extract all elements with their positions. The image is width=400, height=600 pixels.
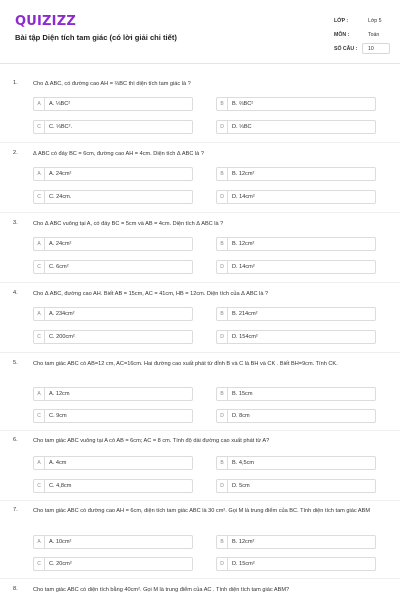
- option-text: D. 15cm²: [232, 561, 255, 567]
- question-text: Cho tam giác ABC vuông tại A có AB = 6cm; AC = 8 cm. Tính độ dài đường cao xuất phát từ A?: [33, 438, 270, 444]
- option-text: A. 24cm²: [49, 241, 72, 247]
- divider: [0, 352, 400, 353]
- option-letter: B: [217, 457, 228, 469]
- option-b[interactable]: [216, 237, 376, 251]
- option-b[interactable]: [216, 456, 376, 470]
- option-letter: A: [34, 457, 45, 469]
- option-c[interactable]: [33, 330, 193, 344]
- option-letter: C: [34, 480, 45, 492]
- option-letter: A: [34, 238, 45, 250]
- option-letter: A: [34, 168, 45, 180]
- option-text: C. 6cm²: [49, 264, 69, 270]
- option-text: D. 14cm²: [232, 264, 255, 270]
- option-text: D. 8cm: [232, 413, 250, 419]
- option-text: C. 4,8cm: [49, 483, 72, 489]
- question-text: Cho tam giác ABC có đường cao AH = 6cm, diện tích tam giác ABC là 30 cm². Gọi M là trung điểm của BC. Tính diện tích tam giác ABM: [33, 508, 371, 514]
- option-d[interactable]: [216, 409, 376, 423]
- option-text: B. 15cm: [232, 391, 253, 397]
- meta-value: Toán: [368, 32, 380, 38]
- option-text: A. 12cm: [49, 391, 70, 397]
- option-d[interactable]: [216, 330, 376, 344]
- worksheet-title: Bài tập Diện tích tam giác (có lời giải chi tiết): [15, 33, 177, 42]
- option-b[interactable]: [216, 97, 376, 111]
- option-letter: D: [217, 331, 228, 343]
- meta-label: LỚP :: [334, 18, 349, 24]
- option-text: A. ⅓BC²: [49, 101, 71, 107]
- option-letter: C: [34, 558, 45, 570]
- option-c[interactable]: [33, 120, 193, 134]
- option-text: A. 4cm: [49, 460, 67, 466]
- divider: [0, 282, 400, 283]
- question-number: 6.: [13, 437, 18, 443]
- question-number: 3.: [13, 220, 18, 226]
- divider: [0, 430, 400, 431]
- option-b[interactable]: [216, 167, 376, 181]
- meta-question-count: [332, 43, 390, 54]
- option-letter: D: [217, 480, 228, 492]
- option-c[interactable]: [33, 409, 193, 423]
- option-text: D. 14cm²: [232, 194, 255, 200]
- meta-label: SỐ CÂU :: [334, 46, 358, 52]
- option-letter: C: [34, 331, 45, 343]
- question-text: Cho Δ ABC vuông tại A, có đáy BC = 5cm và AB = 4cm. Diện tích Δ ABC là ?: [33, 221, 224, 227]
- option-a[interactable]: [33, 237, 193, 251]
- meta-label: MÔN :: [334, 32, 350, 38]
- option-text: B. 214cm²: [232, 311, 258, 317]
- option-letter: B: [217, 308, 228, 320]
- meta-subject: [332, 29, 390, 40]
- question-text: Cho tam giác ABC có AB=12 cm, AC=16cm. Hai đường cao xuất phát từ đỉnh B và C là BH và CK . Biết BH=9cm. Tính CK.: [33, 361, 338, 367]
- meta-class: [332, 15, 390, 26]
- divider: [0, 142, 400, 143]
- option-a[interactable]: [33, 387, 193, 401]
- question-number: 7.: [13, 507, 18, 513]
- meta-value: 10: [368, 46, 374, 52]
- option-b[interactable]: [216, 387, 376, 401]
- option-letter: B: [217, 388, 228, 400]
- option-letter: C: [34, 261, 45, 273]
- option-letter: A: [34, 388, 45, 400]
- option-text: A. 10cm²: [49, 539, 72, 545]
- option-letter: C: [34, 191, 45, 203]
- option-b[interactable]: [216, 535, 376, 549]
- option-text: C. 200cm²: [49, 334, 75, 340]
- option-letter: C: [34, 121, 45, 133]
- option-letter: C: [34, 410, 45, 422]
- option-text: B. 4,5cm: [232, 460, 255, 466]
- option-c[interactable]: [33, 557, 193, 571]
- option-text: D. 154cm²: [232, 334, 258, 340]
- option-text: C. ⅓BC².: [49, 124, 73, 130]
- option-letter: D: [217, 121, 228, 133]
- meta-value-box: [362, 43, 390, 54]
- question-text: Cho Δ ABC, đường cao AH. Biết AB = 15cm, AC = 41cm, HB = 12cm. Diện tích của Δ ABC là ?: [33, 291, 269, 297]
- question-number: 4.: [13, 290, 18, 296]
- question-number: 8.: [13, 586, 18, 592]
- divider: [0, 500, 400, 501]
- option-letter: D: [217, 261, 228, 273]
- option-d[interactable]: [216, 120, 376, 134]
- worksheet-header: [0, 0, 400, 64]
- option-letter: A: [34, 98, 45, 110]
- option-text: D. ⅓BC: [232, 124, 252, 130]
- option-a[interactable]: [33, 456, 193, 470]
- option-a[interactable]: [33, 307, 193, 321]
- option-a[interactable]: [33, 97, 193, 111]
- option-text: B. 12cm²: [232, 241, 255, 247]
- question-number: 1.: [13, 80, 18, 86]
- option-d[interactable]: [216, 479, 376, 493]
- option-text: C. 9cm: [49, 413, 67, 419]
- option-c[interactable]: [33, 190, 193, 204]
- quizizz-logo: QUIZIZZ: [15, 14, 76, 29]
- option-d[interactable]: [216, 260, 376, 274]
- option-d[interactable]: [216, 190, 376, 204]
- divider: [0, 578, 400, 579]
- option-text: C. 20cm²: [49, 561, 72, 567]
- option-letter: D: [217, 191, 228, 203]
- option-text: A. 234cm²: [49, 311, 75, 317]
- option-letter: D: [217, 410, 228, 422]
- question-text: Cho Δ ABC, có đường cao AH = ⅔BC thì diện tích tam giác là ?: [33, 81, 191, 87]
- option-a[interactable]: [33, 535, 193, 549]
- option-d[interactable]: [216, 557, 376, 571]
- option-b[interactable]: [216, 307, 376, 321]
- option-letter: A: [34, 308, 45, 320]
- option-text: D. 5cm: [232, 483, 250, 489]
- option-a[interactable]: [33, 167, 193, 181]
- option-text: B. 12cm²: [232, 171, 255, 177]
- question-number: 5.: [13, 360, 18, 366]
- option-text: B. ⅔BC²: [232, 101, 254, 107]
- option-letter: A: [34, 536, 45, 548]
- option-c[interactable]: [33, 260, 193, 274]
- option-letter: D: [217, 558, 228, 570]
- meta-value: Lớp 5: [368, 18, 382, 24]
- divider: [0, 212, 400, 213]
- option-c[interactable]: [33, 479, 193, 493]
- option-text: C. 24cm.: [49, 194, 72, 200]
- option-letter: B: [217, 238, 228, 250]
- option-text: A. 24cm²: [49, 171, 72, 177]
- option-letter: B: [217, 168, 228, 180]
- option-letter: B: [217, 536, 228, 548]
- option-letter: B: [217, 98, 228, 110]
- question-text: Cho tam giác ABC có diện tích bằng 40cm². Gọi M là trung điểm của AC . Tính diện tích tam giác ABM?: [33, 587, 290, 593]
- question-text: Δ ABC có đáy BC = 6cm, đường cao AH = 4cm. Diện tích Δ ABC là ?: [33, 151, 204, 157]
- question-number: 2.: [13, 150, 18, 156]
- option-text: B. 12cm²: [232, 539, 255, 545]
